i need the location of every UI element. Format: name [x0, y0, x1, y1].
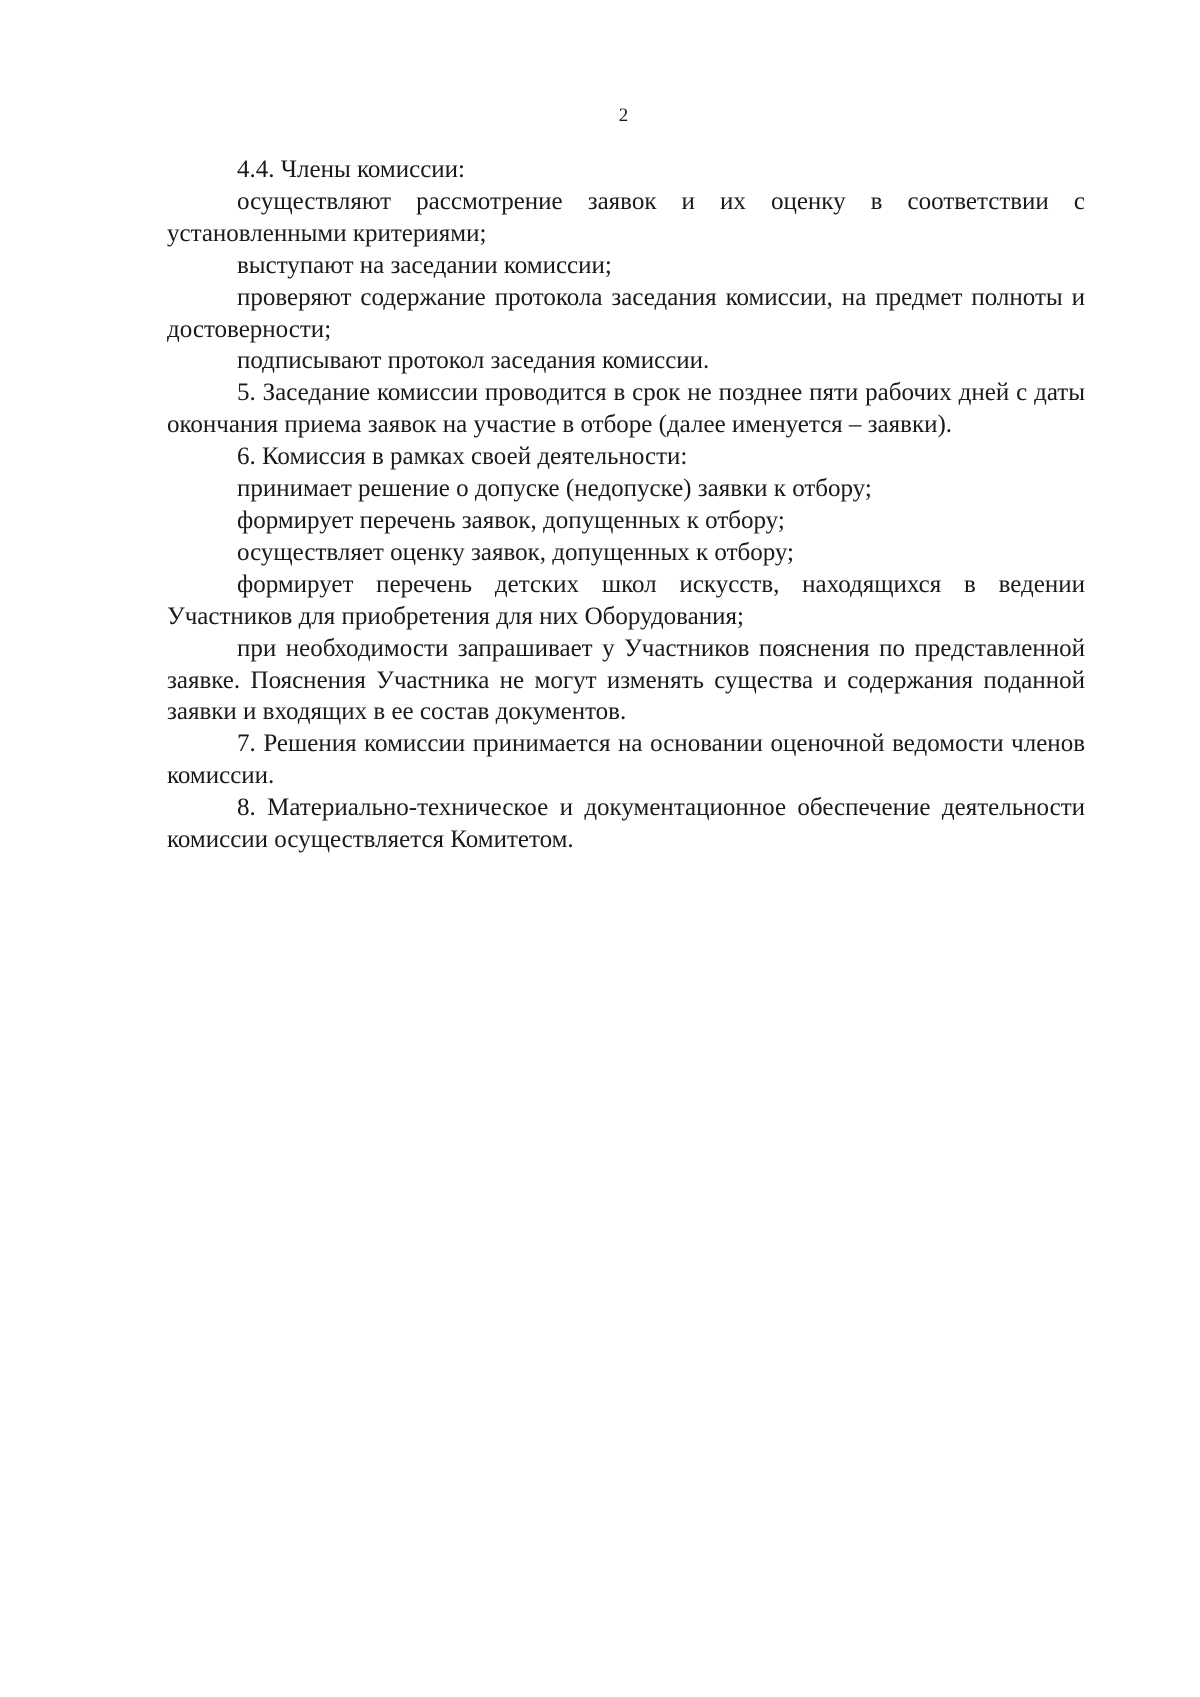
paragraph-commission-activities: 6. Комиссия в рамках своей деятельности: — [237, 443, 688, 471]
paragraph-check-protocol: проверяют содержание протокола заседания комиссии, на предмет полноты и достоверности; — [167, 283, 1085, 343]
paragraph-review-applications: осуществляют рассмотрение заявок и их оценку в соответствии с установленными критериями; — [167, 187, 1085, 247]
page-number: 2 — [618, 105, 629, 126]
paragraph-admission-decision: принимает решение о допуске (недопуске) заявки к отбору; — [237, 475, 872, 503]
paragraph-sign-protocol: подписывают протокол заседания комиссии. — [237, 347, 710, 375]
document-body — [167, 154, 1085, 856]
paragraph-request-clarifications: при необходимости запрашивает у Участников пояснения по представленной заявке. Пояснения Участника не могут изменять существа и содержания поданной заявки и входящих в ее состав документов. — [167, 634, 1085, 726]
paragraph-meeting-deadline: 5. Заседание комиссии проводится в срок не позднее пяти рабочих дней с даты окончания приема заявок на участие в отборе (далее именуется – заявки). — [167, 379, 1085, 439]
paragraph-art-schools-list: формирует перечень детских школ искусств, находящихся в ведении Участников для приобретения для них Оборудования; — [167, 570, 1085, 630]
paragraph-evaluate-applications: осуществляет оценку заявок, допущенных к отбору; — [237, 538, 794, 566]
paragraph-admitted-list: формирует перечень заявок, допущенных к отбору; — [237, 506, 785, 534]
paragraph-material-support: 8. Материально-техническое и документационное обеспечение деятельности комиссии осуществляется Комитетом. — [167, 794, 1085, 854]
paragraph-members-heading: 4.4. Члены комиссии: — [237, 156, 465, 183]
paragraph-decisions-basis: 7. Решения комиссии принимается на основании оценочной ведомости членов комиссии. — [167, 730, 1085, 790]
paragraph-speak-at-meeting: выступают на заседании комиссии; — [237, 251, 612, 279]
